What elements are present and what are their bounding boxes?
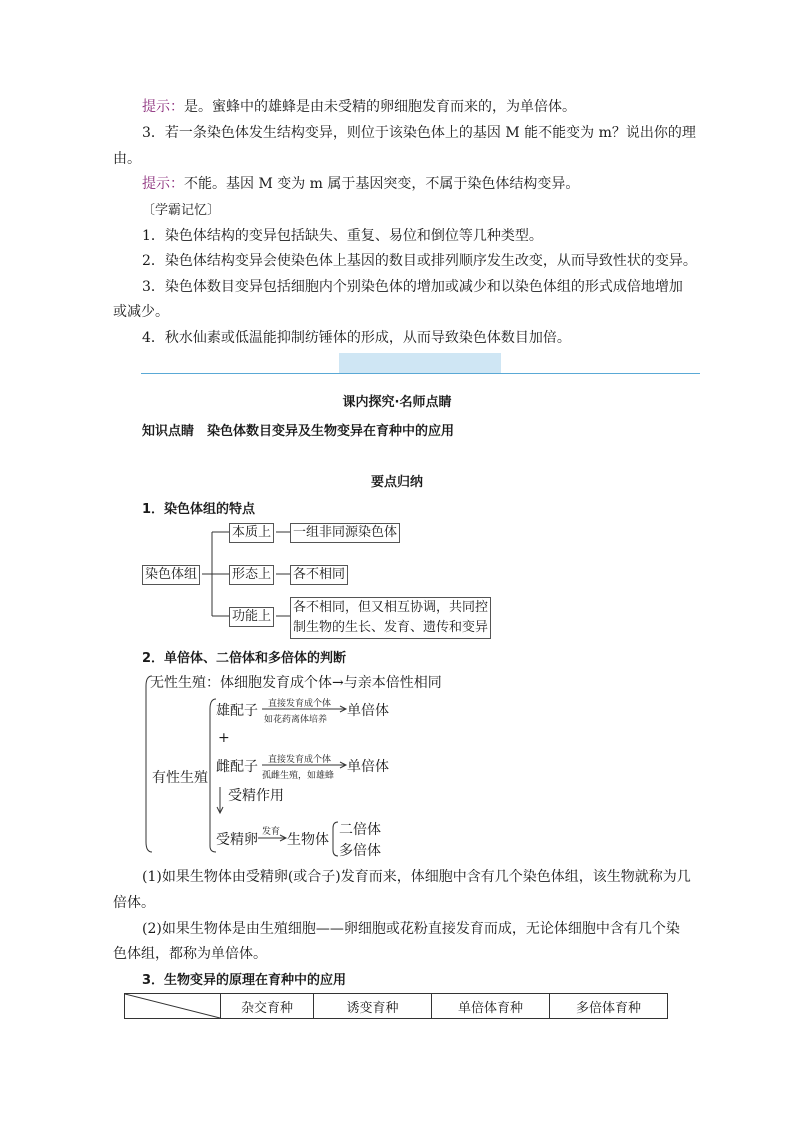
note-2-line1: (2)如果生物体是由生殖细胞——卵细胞或花粉直接发育而成，无论体细胞中含有几个染 — [142, 921, 680, 937]
memory-item-4: 4．秋水仙素或低温能抑制纺锤体的形成，从而导致染色体数目加倍。 — [142, 330, 571, 346]
plus-sign: + — [218, 730, 230, 746]
male-arrow-bottom: 如花药离体培养 — [264, 715, 328, 725]
asexual-reproduction: 无性生殖：体细胞发育成个体→与亲本倍性相同 — [150, 675, 442, 691]
male-result: 单倍体 — [347, 703, 389, 719]
memory-item-2: 2．染色体结构变异会使染色体上基因的数目或排列顺序发生改变，从而导致性状的变异。 — [142, 253, 697, 269]
sexual-reproduction: 有性生殖 — [152, 770, 208, 786]
table-corner-cell — [125, 994, 221, 1019]
zygote: 受精卵 — [216, 832, 258, 848]
tree-branch-function: 功能上 — [229, 607, 274, 627]
develop-label: 发育 — [262, 827, 281, 837]
note-2-line2: 色体组，都称为单倍体。 — [113, 946, 267, 962]
question-3-line1: 3．若一条染色体发生结构变异，则位于该染色体上的基因 M 能不能变为 m？说出你的理 — [142, 125, 696, 141]
note-1-line2: 倍体。 — [113, 895, 155, 911]
question-3-line2: 由。 — [113, 151, 141, 167]
table-header-cell: 单倍体育种 — [432, 994, 550, 1019]
note-1-line1: (1)如果生物体由受精卵(或合子)发育而来，体细胞中含有几个染色体组，该生物就称为几 — [142, 869, 691, 885]
male-gamete: 雄配子 — [216, 703, 258, 719]
female-arrow-bottom: 孤雌生殖，如雄蜂 — [262, 771, 335, 781]
table-header-row — [125, 994, 668, 1019]
memory-item-1: 1．染色体结构的变异包括缺失、重复、易位和倒位等几种类型。 — [142, 228, 543, 244]
tree-leaf-function-line1: 各不相同，但又相互协调，共同控 — [293, 600, 489, 615]
tree-leaf-essence: 一组非同源染色体 — [290, 523, 400, 543]
memory-item-3-line1: 3．染色体数目变异包括细胞内个别染色体的增加或减少和以染色体组的形式成倍地增加 — [142, 279, 683, 295]
breeding-table — [124, 993, 668, 1019]
tree-leaf-form: 各不相同 — [290, 565, 348, 585]
female-gamete: 雌配子 — [216, 759, 258, 775]
section-title: 课内探究·名师点睛 — [342, 395, 452, 410]
hint-label: 提示： — [142, 176, 184, 192]
hint-text: 不能。基因 M 变为 m 属于基因突变，不属于染色体结构变异。 — [184, 176, 580, 192]
part1-heading: 1．染色体组的特点 — [142, 502, 256, 517]
tree-branch-form: 形态上 — [229, 565, 274, 585]
diploid: 二倍体 — [339, 822, 381, 838]
part3-heading: 3．生物变异的原理在育种中的应用 — [142, 973, 347, 988]
memory-heading: 〔学霸记忆〕 — [142, 203, 221, 218]
tree-branch-essence: 本质上 — [229, 523, 274, 543]
table-header-cell: 杂交育种 — [221, 994, 314, 1019]
part2-heading: 2．单倍体、二倍体和多倍体的判断 — [142, 651, 347, 666]
hint-text: 是。蜜蜂中的雄蜂是由未受精的卵细胞发育而来的，为单倍体。 — [184, 99, 576, 115]
female-result: 单倍体 — [347, 759, 389, 775]
polyploid: 多倍体 — [339, 843, 381, 859]
table-header-cell: 诱变育种 — [314, 994, 432, 1019]
organism: 生物体 — [287, 832, 329, 848]
knowledge-point-heading: 知识点睛 染色体数目变异及生物变异在育种中的应用 — [142, 424, 455, 439]
hint-label: 提示： — [142, 99, 184, 115]
tree-leaf-function-line2: 制生物的生长、发育、遗传和变异 — [293, 620, 489, 635]
tree-leaf-function — [290, 597, 491, 639]
female-arrow-top: 直接发育成个体 — [268, 755, 332, 765]
tree-root: 染色体组 — [142, 565, 200, 585]
fertilization-label: 受精作用 — [228, 788, 284, 804]
table-header-cell: 多倍体育种 — [550, 994, 668, 1019]
male-arrow-top: 直接发育成个体 — [268, 699, 332, 709]
memory-item-3-line2: 或减少。 — [113, 304, 169, 320]
summary-heading: 要点归纳 — [370, 475, 423, 490]
